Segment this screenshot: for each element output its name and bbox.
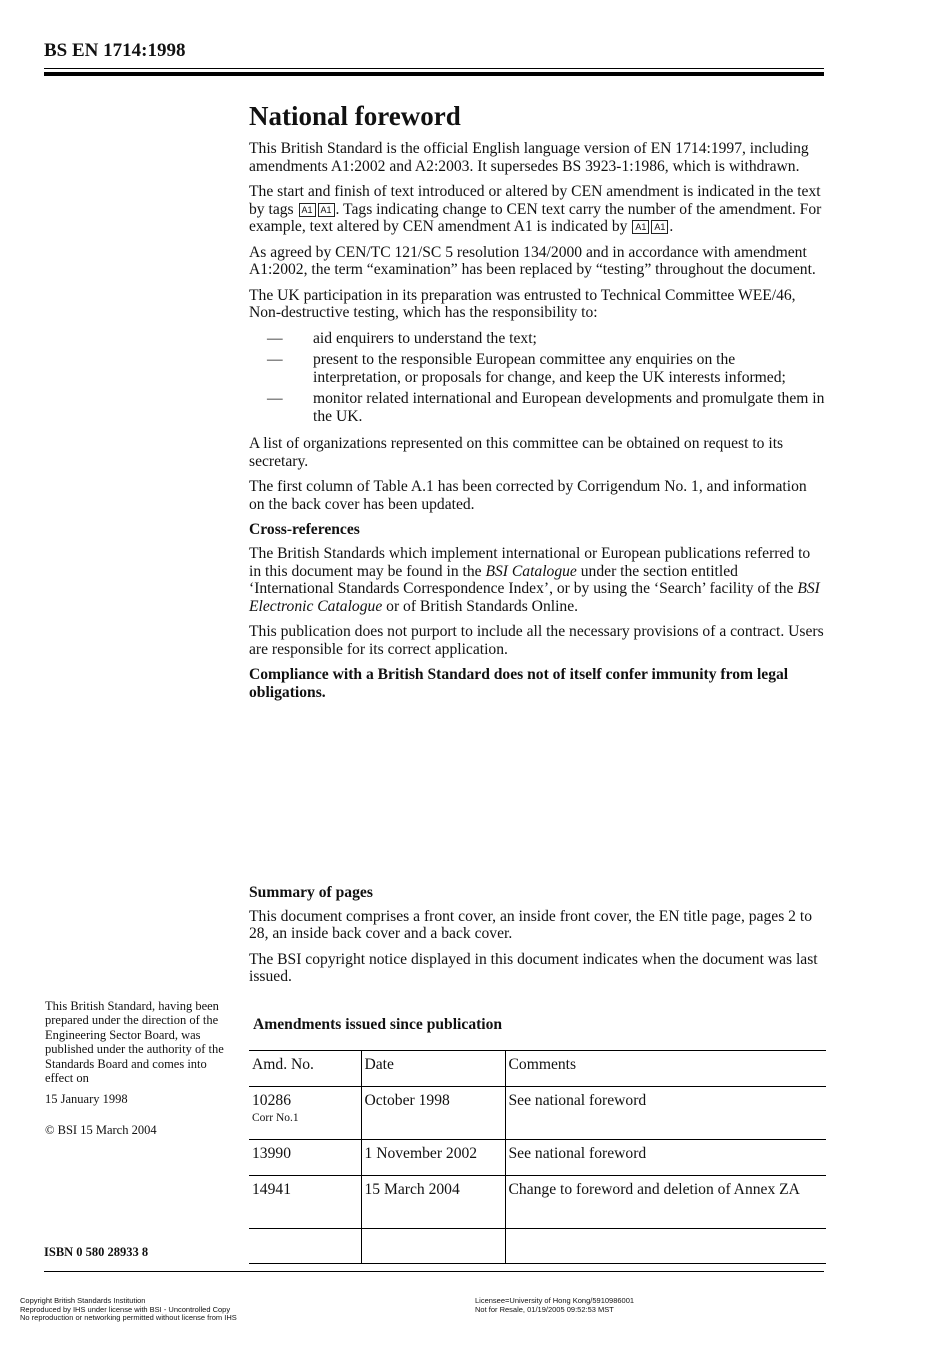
foreword-paragraph-8: This publication does not purport to include all the necessary provisions of a contract. Users are responsible for its correct application. [249, 623, 824, 658]
amd-no-cell: 14941 [249, 1176, 361, 1229]
dash-bullet: — [267, 329, 283, 347]
summary-of-pages-section [249, 884, 825, 994]
amendment-open-tag-icon: A1 [632, 220, 649, 234]
footer-line: Reproduced by IHS under license with BSI - Uncontrolled Copy [20, 1304, 231, 1314]
amd-sub-label: Corr No.1 [252, 1111, 299, 1124]
p2-text-b: . Tags indicating change to CEN text carry the number of the amendment. For example, text altered by CEN amendment A1 is indicated by [249, 200, 822, 235]
foreword-paragraph-4: The UK participation in its preparation was entrusted to Technical Committee WEE/46, Non-destructive testing, which has the responsibility to: [249, 286, 796, 321]
summary-paragraph-1: This document comprises a front cover, an inside front cover, the EN title page, pages 2 to 28, an inside back cover and a back cover. [249, 907, 812, 942]
date-cell: 15 March 2004 [361, 1176, 505, 1229]
p7-text-b: under the section entitled ‘International Standards Correspondence Index’, or by using the ‘Search’ facility of the [249, 562, 798, 597]
column-header-date: Date [361, 1051, 505, 1087]
effective-date: 15 January 1998 [45, 1092, 128, 1107]
header-rule-thin [44, 68, 824, 69]
amd-no-cell: 13990 [249, 1140, 361, 1176]
list-item [249, 330, 825, 348]
amendment-open-tag-icon: A1 [299, 203, 316, 217]
foreword-paragraph-1: This British Standard is the official English language version of EN 1714:1997, including amendments A1:2002 and A2:2003. It supersedes BS 3923-1:1986, which is withdrawn. [249, 140, 809, 175]
bsi-electronic-catalogue-title: BSI Electronic Catalogue [249, 580, 820, 615]
footer-right [475, 1297, 634, 1314]
list-item-text: present to the responsible European committee any enquiries on the interpretation, or proposals for change, and keep the UK interests informed; [313, 351, 786, 386]
p7-text-a: The British Standards which implement international or European publications referred to in this document may be found in the [249, 545, 811, 580]
p2-text-c: . [669, 218, 674, 235]
publication-sidebar [45, 999, 230, 1144]
header-rule-thick [44, 72, 824, 76]
foreword-paragraph-5: A list of organizations represented on this committee can be obtained on request to its secretary. [249, 435, 784, 470]
amd-no-cell [249, 1087, 361, 1140]
isbn-number: ISBN 0 580 28933 8 [44, 1245, 149, 1259]
table-row [249, 1176, 826, 1229]
responsibility-list [249, 330, 825, 426]
list-item-text: aid enquirers to understand the text; [313, 329, 537, 347]
foreword-paragraph-6: The first column of Table A.1 has been corrected by Corrigendum No. 1, and information on the back cover has been updated. [249, 478, 807, 513]
footer-line: Not for Resale, 01/19/2005 09:52:53 MST [475, 1304, 614, 1314]
amd-no: 10286 [252, 1092, 291, 1109]
list-item-text: monitor related international and European developments and promulgate them in the UK. [313, 390, 825, 425]
column-header-comments: Comments [505, 1051, 826, 1087]
list-item [249, 390, 825, 425]
amd-no-cell [249, 1229, 361, 1264]
national-foreword-section [249, 100, 825, 709]
amendment-close-tag-icon: A1 [318, 203, 335, 217]
comments-cell: Change to foreword and deletion of Annex ZA [505, 1176, 826, 1229]
footer-line: No reproduction or networking permitted without license from IHS [20, 1313, 237, 1323]
bsi-catalogue-title: BSI Catalogue [485, 562, 577, 580]
summary-heading: Summary of pages [249, 884, 373, 901]
table-row [249, 1087, 826, 1140]
footer-rule [44, 1271, 824, 1272]
list-item [249, 351, 825, 386]
comments-cell: See national foreword [505, 1140, 826, 1176]
amendment-close-tag-icon: A1 [651, 220, 668, 234]
column-header-amd-no: Amd. No. [249, 1051, 361, 1087]
footer-line: Copyright British Standards Institution [20, 1296, 146, 1305]
footer-line: Licensee=University of Hong Kong/5910986001 [475, 1296, 635, 1305]
foreword-paragraph-7 [249, 545, 825, 615]
dash-bullet: — [267, 351, 283, 368]
date-cell: 1 November 2002 [361, 1140, 505, 1176]
page-title: National foreword [249, 101, 461, 131]
table-header-row [249, 1051, 826, 1087]
foreword-paragraph-3: As agreed by CEN/TC 121/SC 5 resolution 134/2000 and in accordance with amendment A1:2002, the term “examination” has been replaced by “testing” throughout the document. [249, 243, 816, 278]
p2-text-a: The start and finish of text introduced or altered by CEN amendment is indicated in the text by tags [249, 183, 821, 218]
table-row [249, 1140, 826, 1176]
p7-text-c: or of British Standards Online. [382, 597, 579, 615]
comments-cell: See national foreword [505, 1087, 826, 1140]
publication-statement: This British Standard, having been prepared under the direction of the Engineering Sector Board, was published under the authority of the Standards Board and comes into effect on [45, 999, 224, 1086]
footer-left [20, 1297, 237, 1323]
summary-paragraph-2: The BSI copyright notice displayed in this document indicates when the document was last issued. [249, 950, 818, 985]
copyright-notice: © BSI 15 March 2004 [45, 1122, 157, 1137]
date-cell: October 1998 [361, 1087, 505, 1140]
date-cell [361, 1229, 505, 1264]
table-row [249, 1229, 826, 1264]
cross-references-heading: Cross-references [249, 521, 360, 538]
amendments-table-title: Amendments issued since publication [253, 1016, 503, 1033]
foreword-paragraph-2 [249, 183, 825, 236]
compliance-statement: Compliance with a British Standard does not of itself confer immunity from legal obligations. [249, 666, 789, 701]
amendments-table [249, 1050, 826, 1264]
document-id-header: BS EN 1714:1998 [44, 40, 186, 61]
dash-bullet: — [267, 390, 283, 407]
comments-cell [505, 1229, 826, 1264]
